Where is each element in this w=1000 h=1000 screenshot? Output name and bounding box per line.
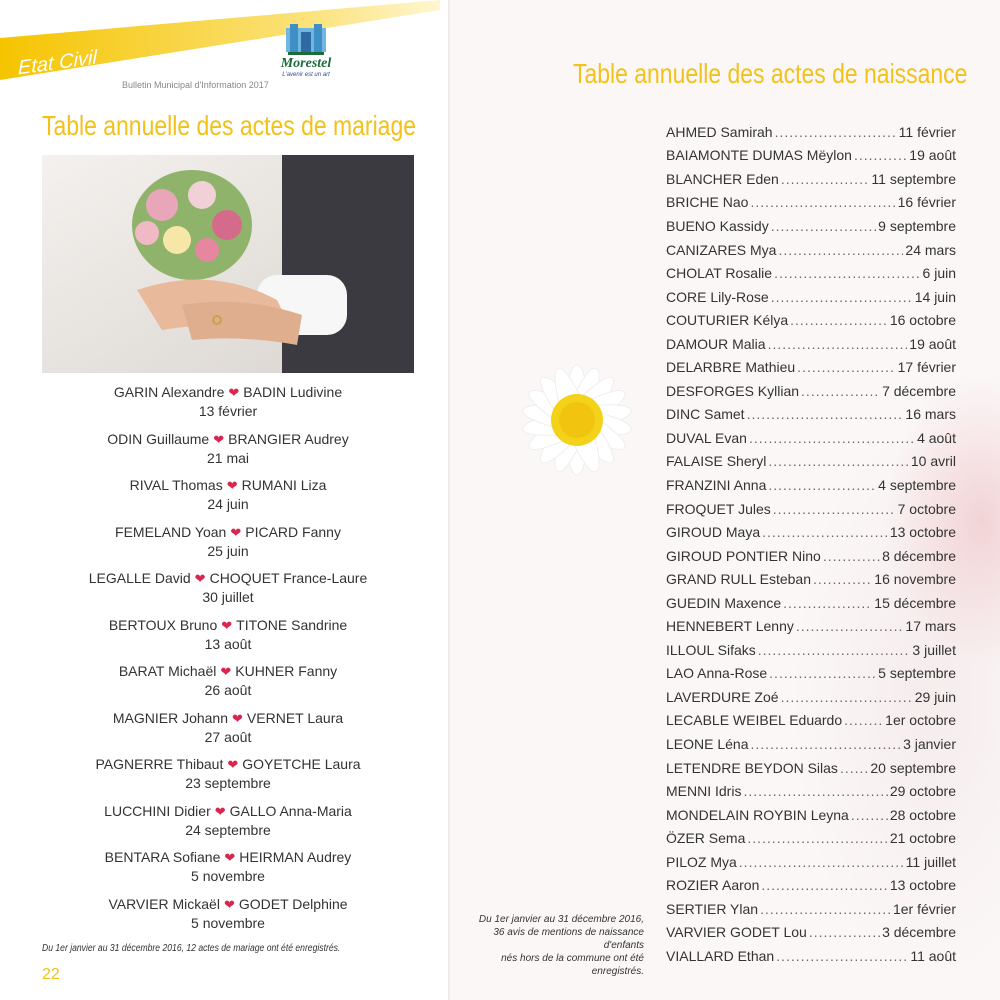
- birth-entry: [666, 803, 956, 827]
- marriage-date: 30 juillet: [202, 589, 254, 605]
- heart-icon: ❤: [227, 757, 239, 772]
- birth-entry: [666, 779, 956, 803]
- birth-date: 4 août: [917, 429, 956, 446]
- spouse-a: GARIN Alexandre: [113, 384, 225, 400]
- marriage-couple: [42, 802, 414, 821]
- heart-icon: ❤: [221, 617, 233, 633]
- birth-date: 16 octobre: [889, 312, 956, 329]
- marriage-entry: [42, 476, 414, 523]
- dot-leader: [771, 289, 913, 305]
- spouse-b: TITONE Sandrine: [236, 616, 348, 633]
- birth-date: 4 septembre: [878, 476, 956, 493]
- marriage-couple: [42, 383, 414, 402]
- birth-note: [452, 913, 644, 978]
- birth-name: DUVAL Evan: [666, 429, 747, 446]
- marriage-couple: [42, 848, 414, 867]
- spouse-a: LUCCHINI Didier: [104, 802, 211, 819]
- marriage-date: 24 septembre: [185, 821, 271, 838]
- marriage-date: 25 juin: [207, 542, 249, 559]
- birth-date: 11 février: [898, 123, 956, 140]
- birth-entry: [666, 261, 956, 285]
- birth-entry: [666, 826, 956, 850]
- heart-icon: ❤: [213, 431, 225, 447]
- dot-leader: [749, 430, 915, 446]
- heart-icon: ❤: [232, 710, 243, 726]
- birth-note-line-3: nés hors de la commune ont été enregistrés.: [501, 953, 644, 977]
- birth-name: SERTIER Ylan: [666, 900, 759, 917]
- birth-entry: [666, 662, 956, 686]
- dot-leader: [771, 218, 876, 234]
- marriage-entry: [42, 523, 414, 570]
- birth-date: 14 juin: [914, 288, 956, 305]
- dot-leader: [747, 406, 904, 422]
- marriage-entry: [42, 383, 414, 430]
- left-page: [0, 0, 448, 1000]
- birth-date: 3 janvier: [903, 735, 956, 752]
- birth-name: CHOLAT Rosalie: [666, 265, 773, 282]
- wedding-bouquet-image: [42, 155, 414, 373]
- spouse-a: MAGNIER Johann: [112, 709, 229, 726]
- birth-entry: [666, 897, 956, 921]
- birth-entry: [666, 403, 956, 427]
- dot-leader: [781, 171, 870, 187]
- section-tag: Etat Civil: [18, 46, 97, 80]
- birth-date: 29 juin: [914, 688, 956, 705]
- birth-entry: [666, 567, 956, 591]
- birth-entry: [666, 638, 956, 662]
- birth-name: LAVERDURE Zoé: [666, 688, 779, 705]
- heart-icon: ❤: [194, 571, 206, 586]
- marriage-couple: [42, 662, 414, 681]
- birth-date: 1er octobre: [885, 712, 956, 729]
- birth-date: 17 mars: [905, 618, 956, 635]
- dot-leader: [783, 595, 872, 611]
- birth-name: BAIAMONTE DUMAS Mëylon: [666, 147, 852, 164]
- spouse-b: VERNET Laura: [246, 709, 344, 726]
- birth-date: 7 octobre: [897, 500, 956, 517]
- birth-entry: [666, 544, 956, 568]
- birth-list: [666, 120, 956, 968]
- birth-name: COUTURIER Kélya: [666, 312, 789, 329]
- birth-title: Table annuelle des actes de naissance: [573, 58, 968, 89]
- marriage-entry: [42, 802, 414, 849]
- birth-name: ILLOUL Sifaks: [666, 641, 756, 658]
- birth-date: 15 décembre: [874, 594, 956, 611]
- heart-icon: ❤: [228, 385, 240, 400]
- spouse-b: GOYETCHE Laura: [242, 756, 361, 772]
- spouse-a: BERTOUX Bruno: [108, 616, 218, 633]
- birth-date: 16 novembre: [874, 571, 956, 588]
- marriage-date: 26 août: [204, 682, 252, 698]
- dot-leader: [778, 242, 903, 258]
- marriage-couple: [42, 430, 414, 449]
- birth-name: VARVIER GODET Lou: [666, 924, 807, 941]
- heart-icon: ❤: [230, 524, 242, 540]
- logo-name: Morestel: [280, 56, 332, 71]
- marriage-couple: [42, 755, 414, 774]
- birth-name: DESFORGES Kyllian: [666, 382, 800, 399]
- spouse-a: BARAT Michaël: [118, 663, 217, 679]
- dot-leader: [751, 736, 902, 752]
- marriage-couple: [42, 709, 414, 728]
- marriage-entry: [42, 895, 414, 942]
- birth-entry: [666, 120, 956, 144]
- dot-leader: [790, 312, 888, 328]
- birth-date: 5 septembre: [878, 665, 956, 682]
- birth-date: 28 octobre: [889, 806, 956, 823]
- birth-entry: [666, 332, 956, 356]
- dot-leader: [768, 477, 876, 493]
- dot-leader: [851, 807, 888, 823]
- dot-leader: [747, 830, 887, 846]
- birth-date: 19 août: [909, 335, 956, 352]
- spouse-b: BRANGIER Audrey: [228, 430, 349, 447]
- dot-leader: [769, 665, 876, 681]
- marriage-date: 13 février: [198, 403, 258, 419]
- birth-entry: [666, 450, 956, 474]
- birth-entry: [666, 497, 956, 521]
- birth-entry: [666, 379, 956, 403]
- spouse-a: PAGNERRE Thibaut: [95, 756, 224, 772]
- birth-entry: [666, 144, 956, 168]
- dot-leader: [844, 712, 883, 728]
- marriage-date: 21 mai: [206, 449, 250, 466]
- birth-entry: [666, 473, 956, 497]
- birth-date: 7 décembre: [882, 382, 956, 399]
- birth-date: 20 septembre: [870, 759, 956, 776]
- birth-name: CANIZARES Mya: [666, 241, 777, 258]
- dot-leader: [781, 689, 913, 705]
- birth-date: 8 décembre: [882, 547, 956, 564]
- dot-leader: [801, 383, 880, 399]
- marriage-date: 13 août: [204, 635, 252, 652]
- birth-entry: [666, 874, 956, 898]
- marriage-couple: [42, 569, 414, 588]
- birth-entry: [666, 520, 956, 544]
- birth-name: FALAISE Sheryl: [666, 453, 767, 470]
- dot-leader: [797, 359, 895, 375]
- spouse-a: VARVIER Mickaël: [108, 895, 220, 912]
- birth-entry: [666, 167, 956, 191]
- birth-entry: [666, 355, 956, 379]
- birth-note-line-1: Du 1er janvier au 31 décembre 2016,: [478, 914, 644, 925]
- birth-name: GRAND RULL Esteban: [666, 571, 811, 588]
- logo-tagline: L'avenir est un art: [282, 72, 330, 78]
- birth-name: LAO Anna-Rose: [666, 665, 768, 682]
- marriage-couple: [42, 476, 414, 495]
- birth-name: BRICHE Nao: [666, 194, 749, 211]
- birth-date: 3 décembre: [882, 924, 956, 941]
- heart-icon: ❤: [220, 664, 232, 679]
- birth-note-line-2: 36 avis de mentions de naissance d'enfants: [493, 927, 644, 951]
- birth-date: 11 septembre: [871, 170, 956, 187]
- marriage-couple: [42, 895, 414, 914]
- birth-entry: [666, 591, 956, 615]
- marriage-note: Du 1er janvier au 31 décembre 2016, 12 actes de mariage ont été enregistrés.: [42, 943, 341, 954]
- dot-leader: [768, 453, 908, 469]
- page-number: 22: [42, 966, 60, 983]
- birth-name: FROQUET Jules: [666, 500, 771, 517]
- birth-date: 9 septembre: [878, 217, 956, 234]
- heart-icon: ❤: [224, 850, 236, 865]
- birth-name: AHMED Samirah: [666, 123, 773, 140]
- birth-date: 6 juin: [922, 265, 956, 282]
- marriage-date: 23 septembre: [185, 775, 271, 791]
- birth-entry: [666, 944, 956, 968]
- spouse-b: GODET Delphine: [238, 895, 348, 912]
- marriage-title: Table annuelle des actes de mariage: [42, 110, 416, 141]
- birth-name: CORE Lily-Rose: [666, 288, 769, 305]
- birth-date: 17 février: [897, 359, 956, 376]
- dot-leader: [774, 265, 920, 281]
- dot-leader: [743, 783, 887, 799]
- spouse-a: RIVAL Thomas: [129, 477, 223, 493]
- birth-entry: [666, 614, 956, 638]
- birth-date: 16 février: [897, 194, 956, 211]
- spouse-b: GALLO Anna-Maria: [229, 802, 352, 819]
- birth-date: 10 avril: [910, 453, 956, 470]
- birth-name: DAMOUR Malia: [666, 335, 766, 352]
- birth-entry: [666, 238, 956, 262]
- birth-name: DELARBRE Mathieu: [666, 359, 796, 376]
- marriage-entry: [42, 709, 414, 756]
- birth-entry: [666, 685, 956, 709]
- birth-entry: [666, 850, 956, 874]
- dot-leader: [739, 854, 904, 870]
- birth-name: LECABLE WEIBEL Eduardo: [666, 712, 843, 729]
- dot-leader: [854, 147, 907, 163]
- birth-name: BLANCHER Eden: [666, 170, 779, 187]
- marriage-entry: [42, 616, 414, 663]
- birth-date: 3 juillet: [912, 641, 956, 658]
- birth-name: LEONE Léna: [666, 735, 749, 752]
- birth-name: GUEDIN Maxence: [666, 594, 782, 611]
- birth-name: ÖZER Sema: [666, 830, 746, 847]
- spouse-a: BENTARA Sofiane: [104, 849, 221, 865]
- marriage-entry: [42, 662, 414, 709]
- marriage-list: [42, 383, 414, 941]
- birth-date: 16 mars: [905, 406, 956, 423]
- spouse-a: LEGALLE David: [88, 570, 191, 586]
- birth-name: BUENO Kassidy: [666, 217, 769, 234]
- birth-date: 13 octobre: [889, 877, 956, 894]
- birth-entry: [666, 426, 956, 450]
- spouse-a: FEMELAND Yoan: [115, 523, 227, 540]
- dot-leader: [775, 124, 897, 140]
- spouse-b: HEIRMAN Audrey: [239, 849, 352, 865]
- birth-date: 21 octobre: [889, 830, 956, 847]
- heart-icon: ❤: [214, 803, 226, 819]
- dot-leader: [823, 548, 880, 564]
- dot-leader: [760, 901, 891, 917]
- marriage-entry: [42, 848, 414, 895]
- birth-date: 13 octobre: [889, 524, 956, 541]
- birth-entry: [666, 285, 956, 309]
- birth-date: 11 août: [910, 947, 956, 964]
- birth-entry: [666, 756, 956, 780]
- birth-date: 1er février: [892, 900, 956, 917]
- birth-entry: [666, 214, 956, 238]
- dot-leader: [758, 642, 911, 658]
- birth-date: 11 juillet: [905, 853, 956, 870]
- birth-name: MONDELAIN ROYBIN Leyna: [666, 806, 849, 823]
- spouse-b: PICARD Fanny: [245, 523, 341, 540]
- birth-name: LETENDRE BEYDON Silas: [666, 759, 838, 776]
- dot-leader: [773, 501, 896, 517]
- spouse-b: CHOQUET France-Laure: [209, 570, 368, 586]
- birth-name: VIALLARD Ethan: [666, 947, 775, 964]
- dot-leader: [809, 924, 880, 940]
- birth-entry: [666, 921, 956, 945]
- dot-leader: [761, 877, 887, 893]
- marriage-date: 27 août: [204, 728, 252, 745]
- birth-entry: [666, 191, 956, 215]
- spouse-b: BADIN Ludivine: [243, 384, 343, 400]
- morestel-logo: [268, 22, 344, 86]
- dot-leader: [762, 524, 888, 540]
- birth-name: GIROUD Maya: [666, 524, 761, 541]
- birth-name: ROZIER Aaron: [666, 877, 760, 894]
- birth-date: 19 août: [909, 147, 956, 164]
- birth-date: 29 octobre: [889, 783, 956, 800]
- birth-name: MENNI Idris: [666, 783, 742, 800]
- dot-leader: [796, 618, 904, 634]
- birth-date: 24 mars: [905, 241, 956, 258]
- dot-leader: [840, 760, 868, 776]
- birth-name: GIROUD PONTIER Nino: [666, 547, 821, 564]
- birth-name: HENNEBERT Lenny: [666, 618, 794, 635]
- dot-leader: [750, 194, 895, 210]
- castle-icon: [268, 22, 344, 58]
- marriage-date: 24 juin: [207, 496, 249, 512]
- birth-entry: [666, 308, 956, 332]
- birth-entry: [666, 709, 956, 733]
- bulletin-label: Bulletin Municipal d'Information 2017: [122, 80, 269, 90]
- spouse-a: ODIN Guillaume: [107, 430, 210, 447]
- marriage-entry: [42, 569, 414, 616]
- marriage-entry: [42, 755, 414, 802]
- birth-name: PILOZ Mya: [666, 853, 737, 870]
- dot-leader: [776, 948, 908, 964]
- marriage-couple: [42, 523, 414, 542]
- marriage-date: 5 novembre: [191, 914, 265, 931]
- marriage-date: 5 novembre: [191, 868, 265, 884]
- birth-name: FRANZINI Anna: [666, 476, 767, 493]
- heart-icon: ❤: [226, 478, 238, 493]
- dot-leader: [813, 571, 872, 587]
- spouse-b: KUHNER Fanny: [235, 663, 338, 679]
- birth-entry: [666, 732, 956, 756]
- heart-icon: ❤: [223, 896, 235, 912]
- dot-leader: [768, 336, 908, 352]
- wedding-photo: [42, 155, 414, 373]
- birth-name: DINC Samet: [666, 406, 745, 423]
- spouse-b: RUMANI Liza: [241, 477, 327, 493]
- marriage-couple: [42, 616, 414, 635]
- marriage-entry: [42, 430, 414, 477]
